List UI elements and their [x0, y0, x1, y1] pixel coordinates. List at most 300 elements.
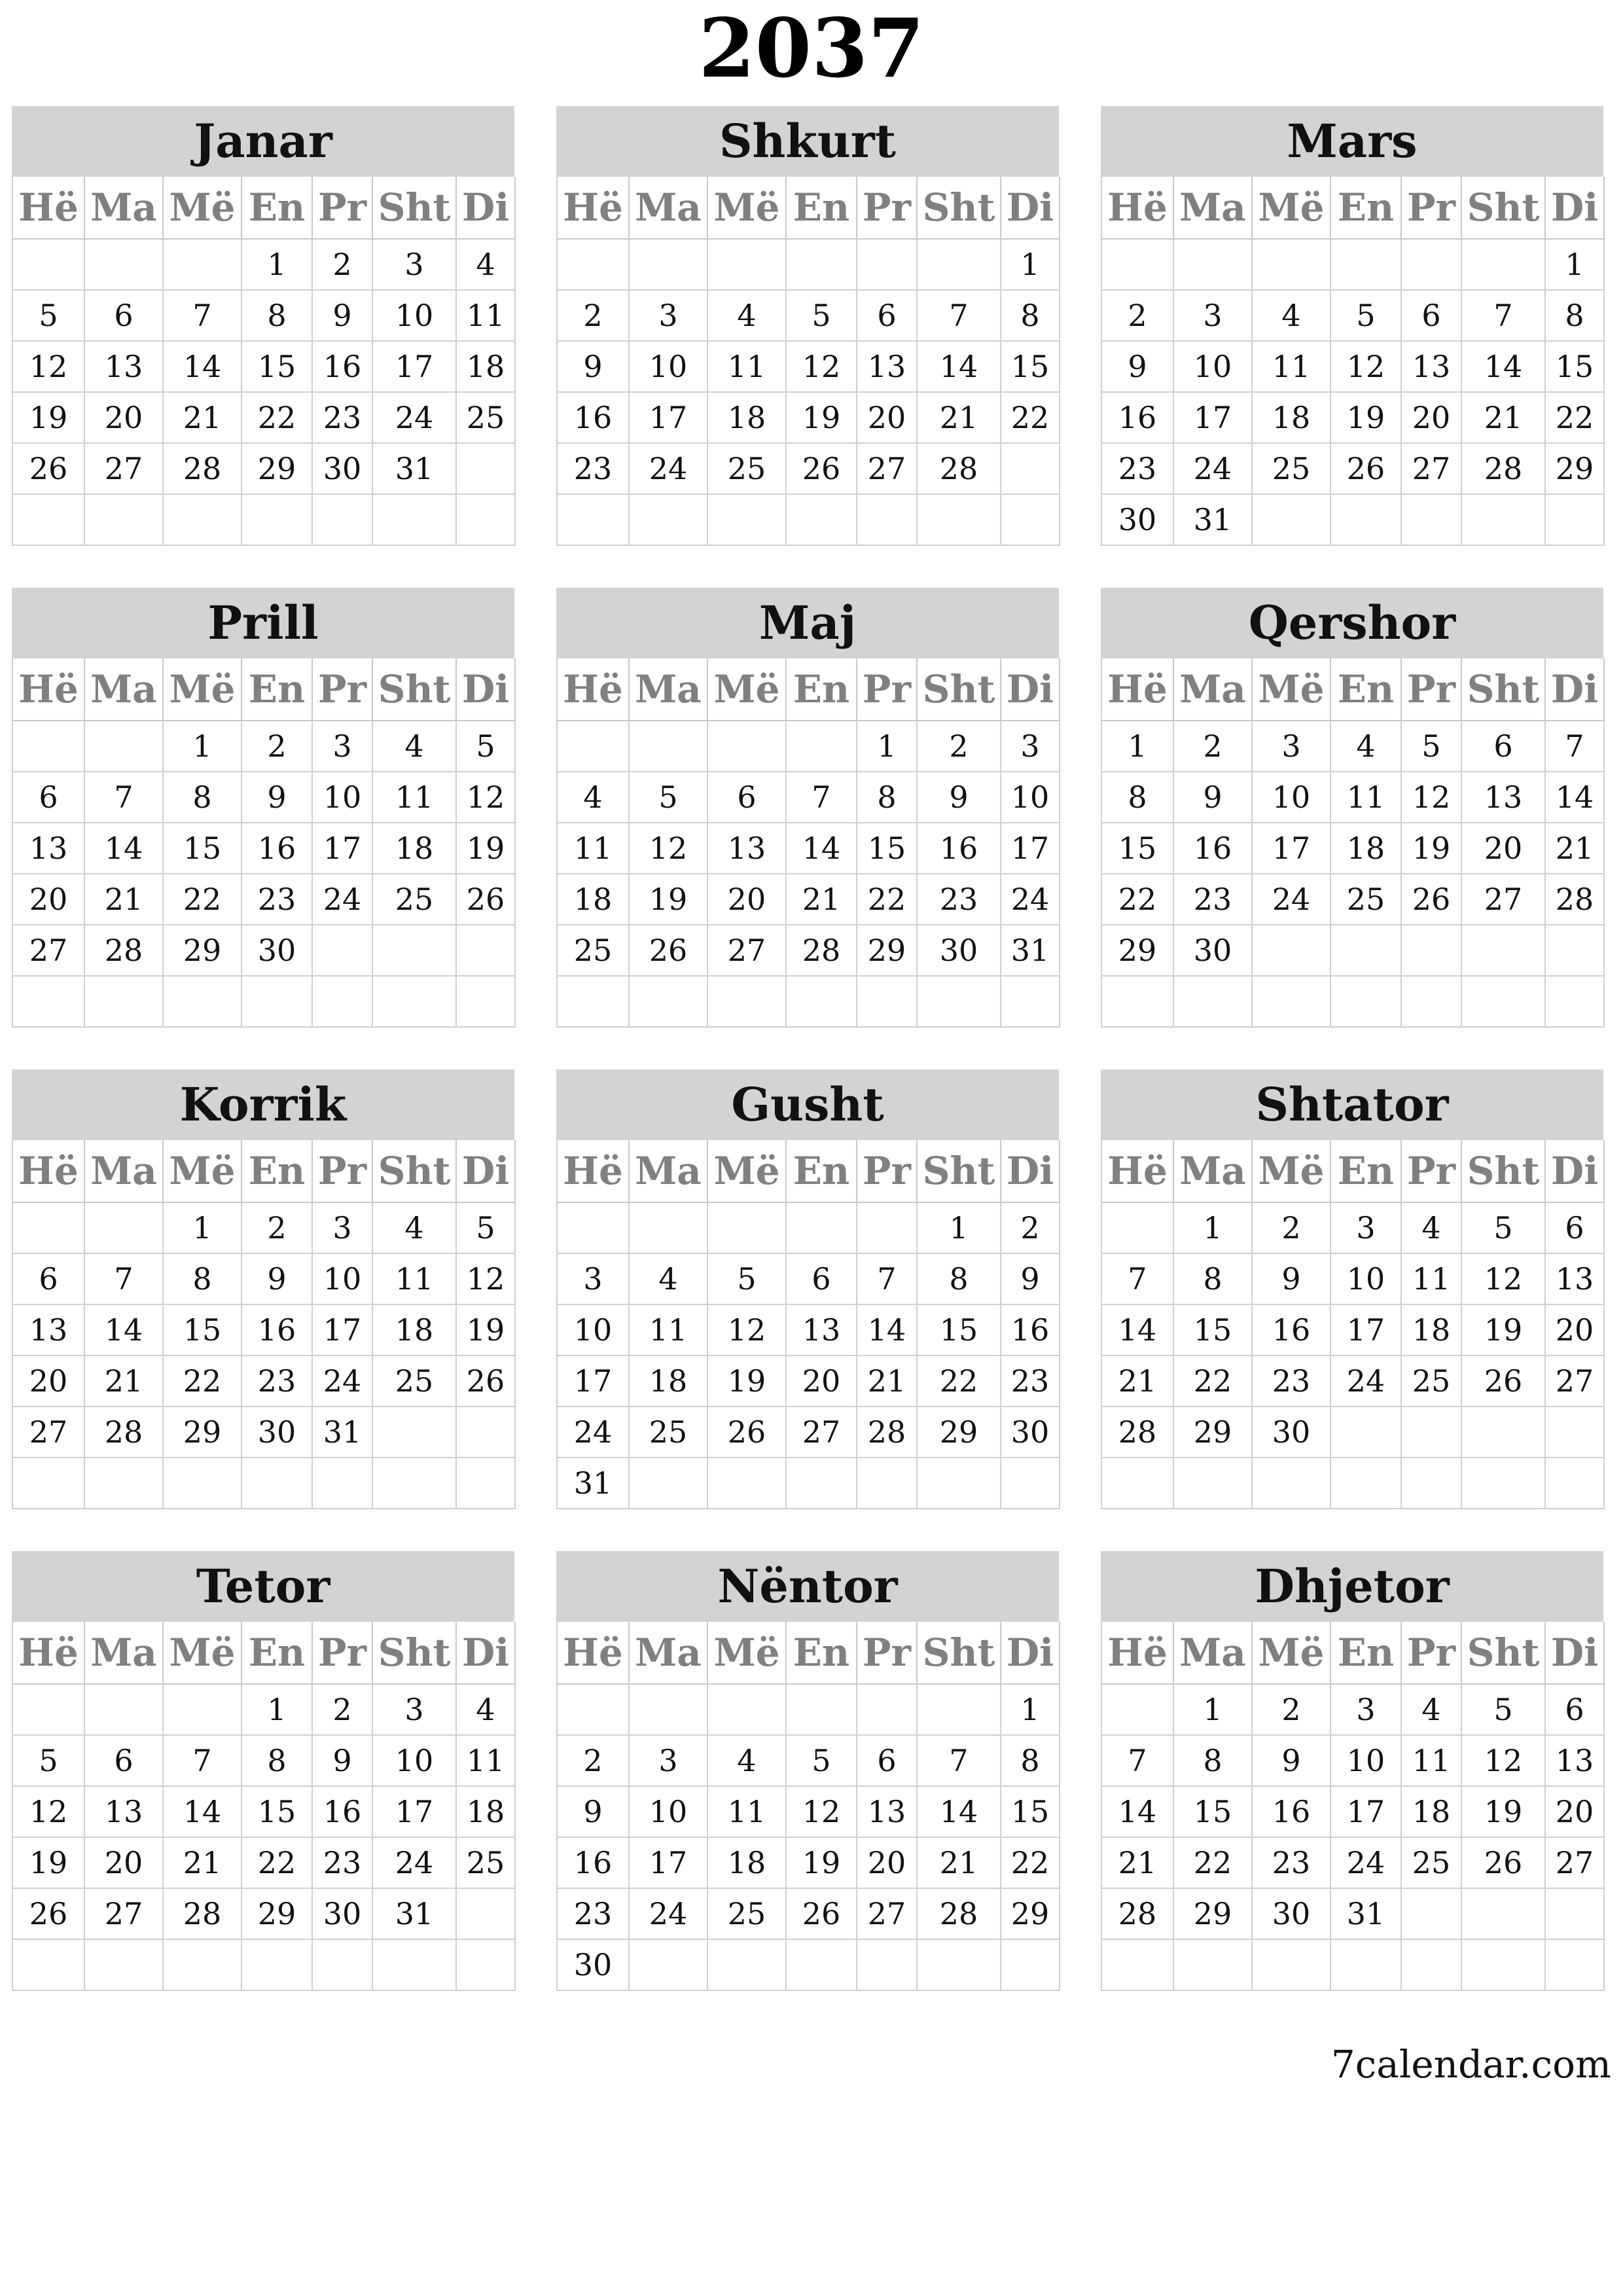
day-cell: 6 — [12, 1253, 84, 1304]
day-cell: 31 — [372, 1888, 456, 1939]
week-row — [557, 823, 1060, 874]
weekday-row — [557, 658, 1060, 721]
day-cell: 19 — [456, 1304, 515, 1355]
day-cell — [1545, 1458, 1604, 1509]
weekday-label: Sht — [1461, 1622, 1545, 1684]
weekday-label: Hë — [12, 177, 84, 239]
day-cell: 29 — [1173, 1888, 1252, 1939]
day-cell: 24 — [372, 1837, 456, 1888]
day-cell — [12, 976, 84, 1027]
day-cell — [312, 976, 372, 1027]
day-cell: 20 — [857, 392, 917, 443]
weekday-label: Pr — [312, 1622, 372, 1684]
day-cell — [312, 925, 372, 976]
day-cell: 23 — [312, 392, 372, 443]
week-row — [12, 1939, 515, 1990]
day-cell: 20 — [12, 874, 84, 925]
month-name: Dhjetor — [1101, 1551, 1603, 1622]
day-cell: 25 — [707, 443, 786, 494]
day-cell: 5 — [12, 1735, 84, 1786]
day-cell: 14 — [786, 823, 857, 874]
day-cell: 29 — [241, 443, 312, 494]
day-cell: 30 — [1252, 1407, 1330, 1458]
month-4 — [556, 588, 1059, 1028]
day-cell — [241, 1939, 312, 1990]
day-cell: 22 — [857, 874, 917, 925]
weekday-label: Hë — [557, 177, 629, 239]
weekday-label: Hë — [557, 1140, 629, 1202]
weekday-label: Sht — [372, 1622, 456, 1684]
day-cell: 8 — [1101, 772, 1173, 823]
day-cell — [1461, 1458, 1545, 1509]
day-cell: 19 — [1330, 392, 1401, 443]
day-cell: 19 — [707, 1355, 786, 1407]
day-cell — [1330, 1458, 1401, 1509]
day-cell — [629, 1684, 707, 1735]
day-cell: 27 — [786, 1407, 857, 1458]
day-cell: 20 — [1401, 392, 1461, 443]
day-cell: 6 — [1461, 721, 1545, 772]
day-cell: 29 — [1545, 443, 1604, 494]
day-cell — [917, 1458, 1001, 1509]
day-cell: 23 — [1001, 1355, 1060, 1407]
day-cell — [84, 1939, 163, 1990]
week-row — [557, 239, 1060, 290]
day-cell: 19 — [786, 1837, 857, 1888]
week-row — [1101, 1458, 1604, 1509]
day-cell: 13 — [12, 823, 84, 874]
day-cell — [629, 1939, 707, 1990]
weekday-label: Më — [163, 658, 241, 721]
day-cell: 27 — [84, 1888, 163, 1939]
day-cell — [1401, 1939, 1461, 1990]
day-cell: 22 — [163, 874, 241, 925]
day-cell: 19 — [786, 392, 857, 443]
day-cell — [1001, 976, 1060, 1027]
day-cell: 17 — [557, 1355, 629, 1407]
day-cell — [1101, 239, 1173, 290]
day-cell: 3 — [1330, 1684, 1401, 1735]
day-cell — [1401, 1888, 1461, 1939]
week-row — [1101, 1202, 1604, 1253]
week-row — [12, 1304, 515, 1355]
day-cell: 10 — [1330, 1253, 1401, 1304]
day-cell — [12, 239, 84, 290]
day-cell — [557, 721, 629, 772]
week-row — [12, 1407, 515, 1458]
week-row — [557, 1939, 1060, 1990]
weekday-label: Më — [163, 1622, 241, 1684]
weekday-label: Sht — [1461, 658, 1545, 721]
weekday-row — [557, 177, 1060, 239]
day-cell: 2 — [241, 1202, 312, 1253]
day-cell: 29 — [1001, 1888, 1060, 1939]
day-cell — [1401, 1458, 1461, 1509]
day-cell: 17 — [629, 1837, 707, 1888]
day-cell: 4 — [1330, 721, 1401, 772]
week-row — [12, 1837, 515, 1888]
day-cell — [857, 239, 917, 290]
day-cell — [1330, 976, 1401, 1027]
day-cell: 25 — [629, 1407, 707, 1458]
week-row — [12, 341, 515, 392]
week-row — [557, 494, 1060, 545]
month-days-table — [12, 1140, 516, 1509]
weekday-label: Pr — [312, 1140, 372, 1202]
day-cell: 11 — [629, 1304, 707, 1355]
day-cell: 3 — [312, 721, 372, 772]
day-cell: 23 — [557, 1888, 629, 1939]
day-cell — [1461, 239, 1545, 290]
day-cell: 1 — [1173, 1202, 1252, 1253]
day-cell: 8 — [1173, 1253, 1252, 1304]
day-cell: 1 — [163, 1202, 241, 1253]
day-cell: 25 — [557, 925, 629, 976]
day-cell: 27 — [1401, 443, 1461, 494]
week-row — [557, 443, 1060, 494]
day-cell: 13 — [1545, 1735, 1604, 1786]
week-row — [557, 721, 1060, 772]
day-cell — [372, 494, 456, 545]
day-cell: 2 — [1173, 721, 1252, 772]
day-cell: 8 — [163, 772, 241, 823]
day-cell: 8 — [1001, 1735, 1060, 1786]
weekday-label: En — [786, 658, 857, 721]
day-cell: 24 — [1330, 1355, 1401, 1407]
day-cell: 22 — [1101, 874, 1173, 925]
month-name: Mars — [1101, 106, 1603, 177]
day-cell: 19 — [456, 823, 515, 874]
day-cell: 29 — [163, 1407, 241, 1458]
day-cell — [857, 1458, 917, 1509]
month-days-table — [556, 1140, 1060, 1509]
day-cell — [1252, 1458, 1330, 1509]
day-cell — [12, 1684, 84, 1735]
day-cell: 4 — [456, 1684, 515, 1735]
day-cell: 17 — [1001, 823, 1060, 874]
weekday-label: Më — [707, 177, 786, 239]
day-cell: 2 — [1101, 290, 1173, 341]
day-cell: 31 — [1001, 925, 1060, 976]
day-cell: 22 — [1001, 392, 1060, 443]
day-cell: 14 — [1461, 341, 1545, 392]
day-cell: 22 — [1173, 1837, 1252, 1888]
weekday-label: En — [241, 1140, 312, 1202]
day-cell: 7 — [857, 1253, 917, 1304]
day-cell — [1001, 1939, 1060, 1990]
day-cell: 16 — [1173, 823, 1252, 874]
month-3 — [12, 588, 514, 1028]
day-cell: 27 — [707, 925, 786, 976]
month-11 — [1101, 1551, 1603, 1991]
weekday-label: Pr — [1401, 658, 1461, 721]
weekday-row — [12, 1140, 515, 1202]
day-cell — [12, 1458, 84, 1509]
month-name: Maj — [556, 588, 1059, 658]
weekday-label: Ma — [629, 1622, 707, 1684]
weekday-label: Di — [456, 658, 515, 721]
day-cell: 13 — [12, 1304, 84, 1355]
day-cell — [707, 976, 786, 1027]
day-cell — [372, 925, 456, 976]
day-cell — [1401, 925, 1461, 976]
day-cell: 18 — [557, 874, 629, 925]
day-cell: 9 — [557, 1786, 629, 1837]
day-cell: 13 — [857, 341, 917, 392]
day-cell: 3 — [1173, 290, 1252, 341]
day-cell: 30 — [1001, 1407, 1060, 1458]
week-row — [12, 1458, 515, 1509]
day-cell: 12 — [12, 341, 84, 392]
weekday-label: Sht — [372, 658, 456, 721]
day-cell: 28 — [84, 925, 163, 976]
day-cell — [1101, 1458, 1173, 1509]
day-cell: 7 — [84, 772, 163, 823]
day-cell — [1252, 1939, 1330, 1990]
day-cell: 16 — [1101, 392, 1173, 443]
year-title: 2037 — [698, 1, 925, 96]
week-row — [1101, 290, 1604, 341]
day-cell: 12 — [456, 772, 515, 823]
weekday-row — [557, 1140, 1060, 1202]
day-cell: 26 — [12, 443, 84, 494]
day-cell: 22 — [241, 392, 312, 443]
month-7 — [556, 1069, 1059, 1509]
day-cell — [372, 1458, 456, 1509]
day-cell: 3 — [1252, 721, 1330, 772]
week-row — [557, 1355, 1060, 1407]
month-days-table — [12, 1622, 516, 1991]
day-cell: 21 — [1101, 1355, 1173, 1407]
day-cell — [1401, 1407, 1461, 1458]
week-row — [12, 239, 515, 290]
day-cell: 8 — [241, 1735, 312, 1786]
day-cell: 7 — [84, 1253, 163, 1304]
day-cell: 11 — [456, 290, 515, 341]
day-cell: 9 — [312, 1735, 372, 1786]
day-cell: 22 — [917, 1355, 1001, 1407]
day-cell: 19 — [1401, 823, 1461, 874]
day-cell: 9 — [917, 772, 1001, 823]
day-cell — [1461, 1407, 1545, 1458]
day-cell: 14 — [84, 1304, 163, 1355]
day-cell — [312, 494, 372, 545]
day-cell: 26 — [786, 443, 857, 494]
day-cell: 27 — [857, 443, 917, 494]
day-cell: 16 — [917, 823, 1001, 874]
day-cell: 10 — [1330, 1735, 1401, 1786]
day-cell: 15 — [241, 341, 312, 392]
day-cell: 16 — [312, 1786, 372, 1837]
day-cell: 23 — [241, 874, 312, 925]
day-cell: 26 — [629, 925, 707, 976]
weekday-label: Pr — [1401, 177, 1461, 239]
day-cell: 12 — [12, 1786, 84, 1837]
day-cell: 15 — [163, 823, 241, 874]
day-cell: 10 — [372, 1735, 456, 1786]
week-row — [12, 443, 515, 494]
weekday-label: Di — [1001, 1140, 1060, 1202]
weekday-label: En — [1330, 658, 1401, 721]
weekday-label: Hë — [1101, 1622, 1173, 1684]
day-cell: 13 — [707, 823, 786, 874]
week-row — [12, 823, 515, 874]
week-row — [1101, 1253, 1604, 1304]
day-cell: 15 — [1545, 341, 1604, 392]
weekday-label: Sht — [1461, 1140, 1545, 1202]
day-cell — [1101, 976, 1173, 1027]
day-cell — [1401, 976, 1461, 1027]
day-cell: 16 — [557, 1837, 629, 1888]
day-cell: 24 — [1252, 874, 1330, 925]
day-cell: 27 — [1545, 1355, 1604, 1407]
weekday-label: Di — [456, 1622, 515, 1684]
day-cell: 9 — [1001, 1253, 1060, 1304]
day-cell: 20 — [1461, 823, 1545, 874]
day-cell — [1330, 1407, 1401, 1458]
day-cell: 12 — [1401, 772, 1461, 823]
day-cell — [1545, 976, 1604, 1027]
weekday-label: Më — [163, 1140, 241, 1202]
day-cell: 29 — [857, 925, 917, 976]
day-cell — [786, 494, 857, 545]
week-row — [557, 772, 1060, 823]
day-cell: 9 — [1173, 772, 1252, 823]
day-cell — [707, 721, 786, 772]
day-cell: 1 — [1101, 721, 1173, 772]
weekday-label: En — [786, 1140, 857, 1202]
week-row — [1101, 341, 1604, 392]
month-days-table — [1101, 1622, 1605, 1991]
day-cell — [1252, 239, 1330, 290]
day-cell — [786, 1202, 857, 1253]
day-cell: 4 — [1401, 1202, 1461, 1253]
day-cell: 23 — [917, 874, 1001, 925]
weekday-row — [1101, 1622, 1604, 1684]
weekday-label: Pr — [312, 177, 372, 239]
day-cell: 15 — [163, 1304, 241, 1355]
day-cell: 1 — [1545, 239, 1604, 290]
day-cell: 6 — [12, 772, 84, 823]
day-cell: 31 — [312, 1407, 372, 1458]
day-cell: 25 — [1401, 1355, 1461, 1407]
weekday-label: Sht — [917, 1140, 1001, 1202]
day-cell: 22 — [241, 1837, 312, 1888]
day-cell: 20 — [786, 1355, 857, 1407]
month-name: Tetor — [12, 1551, 514, 1622]
day-cell — [456, 1888, 515, 1939]
day-cell — [629, 1458, 707, 1509]
day-cell — [786, 976, 857, 1027]
week-row — [557, 341, 1060, 392]
day-cell: 12 — [786, 341, 857, 392]
weekday-label: Sht — [917, 177, 1001, 239]
day-cell: 17 — [629, 392, 707, 443]
day-cell: 6 — [857, 1735, 917, 1786]
day-cell: 3 — [557, 1253, 629, 1304]
day-cell: 4 — [1401, 1684, 1461, 1735]
day-cell: 1 — [917, 1202, 1001, 1253]
day-cell: 20 — [84, 1837, 163, 1888]
day-cell: 27 — [857, 1888, 917, 1939]
day-cell — [1001, 1458, 1060, 1509]
weekday-label: Ma — [1173, 1140, 1252, 1202]
week-row — [12, 1786, 515, 1837]
month-name: Shkurt — [556, 106, 1059, 177]
day-cell: 26 — [707, 1407, 786, 1458]
day-cell: 1 — [163, 721, 241, 772]
day-cell: 7 — [1461, 290, 1545, 341]
day-cell: 24 — [1330, 1837, 1401, 1888]
day-cell: 10 — [1001, 772, 1060, 823]
day-cell — [917, 494, 1001, 545]
day-cell — [629, 239, 707, 290]
day-cell: 26 — [456, 1355, 515, 1407]
day-cell: 6 — [84, 1735, 163, 1786]
day-cell: 8 — [163, 1253, 241, 1304]
day-cell: 11 — [557, 823, 629, 874]
day-cell — [857, 1939, 917, 1990]
weekday-label: Di — [1001, 177, 1060, 239]
week-row — [1101, 239, 1604, 290]
day-cell: 21 — [1545, 823, 1604, 874]
day-cell: 14 — [857, 1304, 917, 1355]
day-cell: 13 — [84, 1786, 163, 1837]
day-cell: 4 — [1252, 290, 1330, 341]
months-grid — [12, 106, 1603, 1991]
day-cell — [241, 494, 312, 545]
day-cell: 21 — [163, 1837, 241, 1888]
week-row — [1101, 823, 1604, 874]
weekday-label: Di — [1545, 1140, 1604, 1202]
month-days-table — [12, 177, 516, 546]
week-row — [1101, 1304, 1604, 1355]
weekday-label: En — [241, 658, 312, 721]
day-cell — [1545, 494, 1604, 545]
day-cell: 3 — [629, 1735, 707, 1786]
month-days-table — [556, 1622, 1060, 1991]
weekday-row — [1101, 177, 1604, 239]
day-cell — [163, 976, 241, 1027]
weekday-row — [1101, 1140, 1604, 1202]
day-cell: 26 — [1401, 874, 1461, 925]
day-cell: 1 — [241, 239, 312, 290]
day-cell: 26 — [456, 874, 515, 925]
week-row — [1101, 1888, 1604, 1939]
week-row — [12, 772, 515, 823]
day-cell: 21 — [917, 392, 1001, 443]
month-days-table — [556, 177, 1060, 546]
weekday-label: Pr — [1401, 1140, 1461, 1202]
day-cell: 4 — [372, 1202, 456, 1253]
day-cell — [786, 1458, 857, 1509]
day-cell: 26 — [1461, 1355, 1545, 1407]
week-row — [12, 1888, 515, 1939]
weekday-label: Hë — [557, 1622, 629, 1684]
day-cell — [456, 976, 515, 1027]
day-cell: 16 — [241, 1304, 312, 1355]
weekday-label: Hë — [1101, 177, 1173, 239]
day-cell: 1 — [1001, 1684, 1060, 1735]
month-days-table — [1101, 1140, 1605, 1509]
day-cell — [1330, 925, 1401, 976]
day-cell — [857, 494, 917, 545]
day-cell — [84, 494, 163, 545]
weekday-row — [1101, 658, 1604, 721]
weekday-label: Ma — [84, 1622, 163, 1684]
day-cell: 5 — [629, 772, 707, 823]
day-cell: 13 — [1461, 772, 1545, 823]
